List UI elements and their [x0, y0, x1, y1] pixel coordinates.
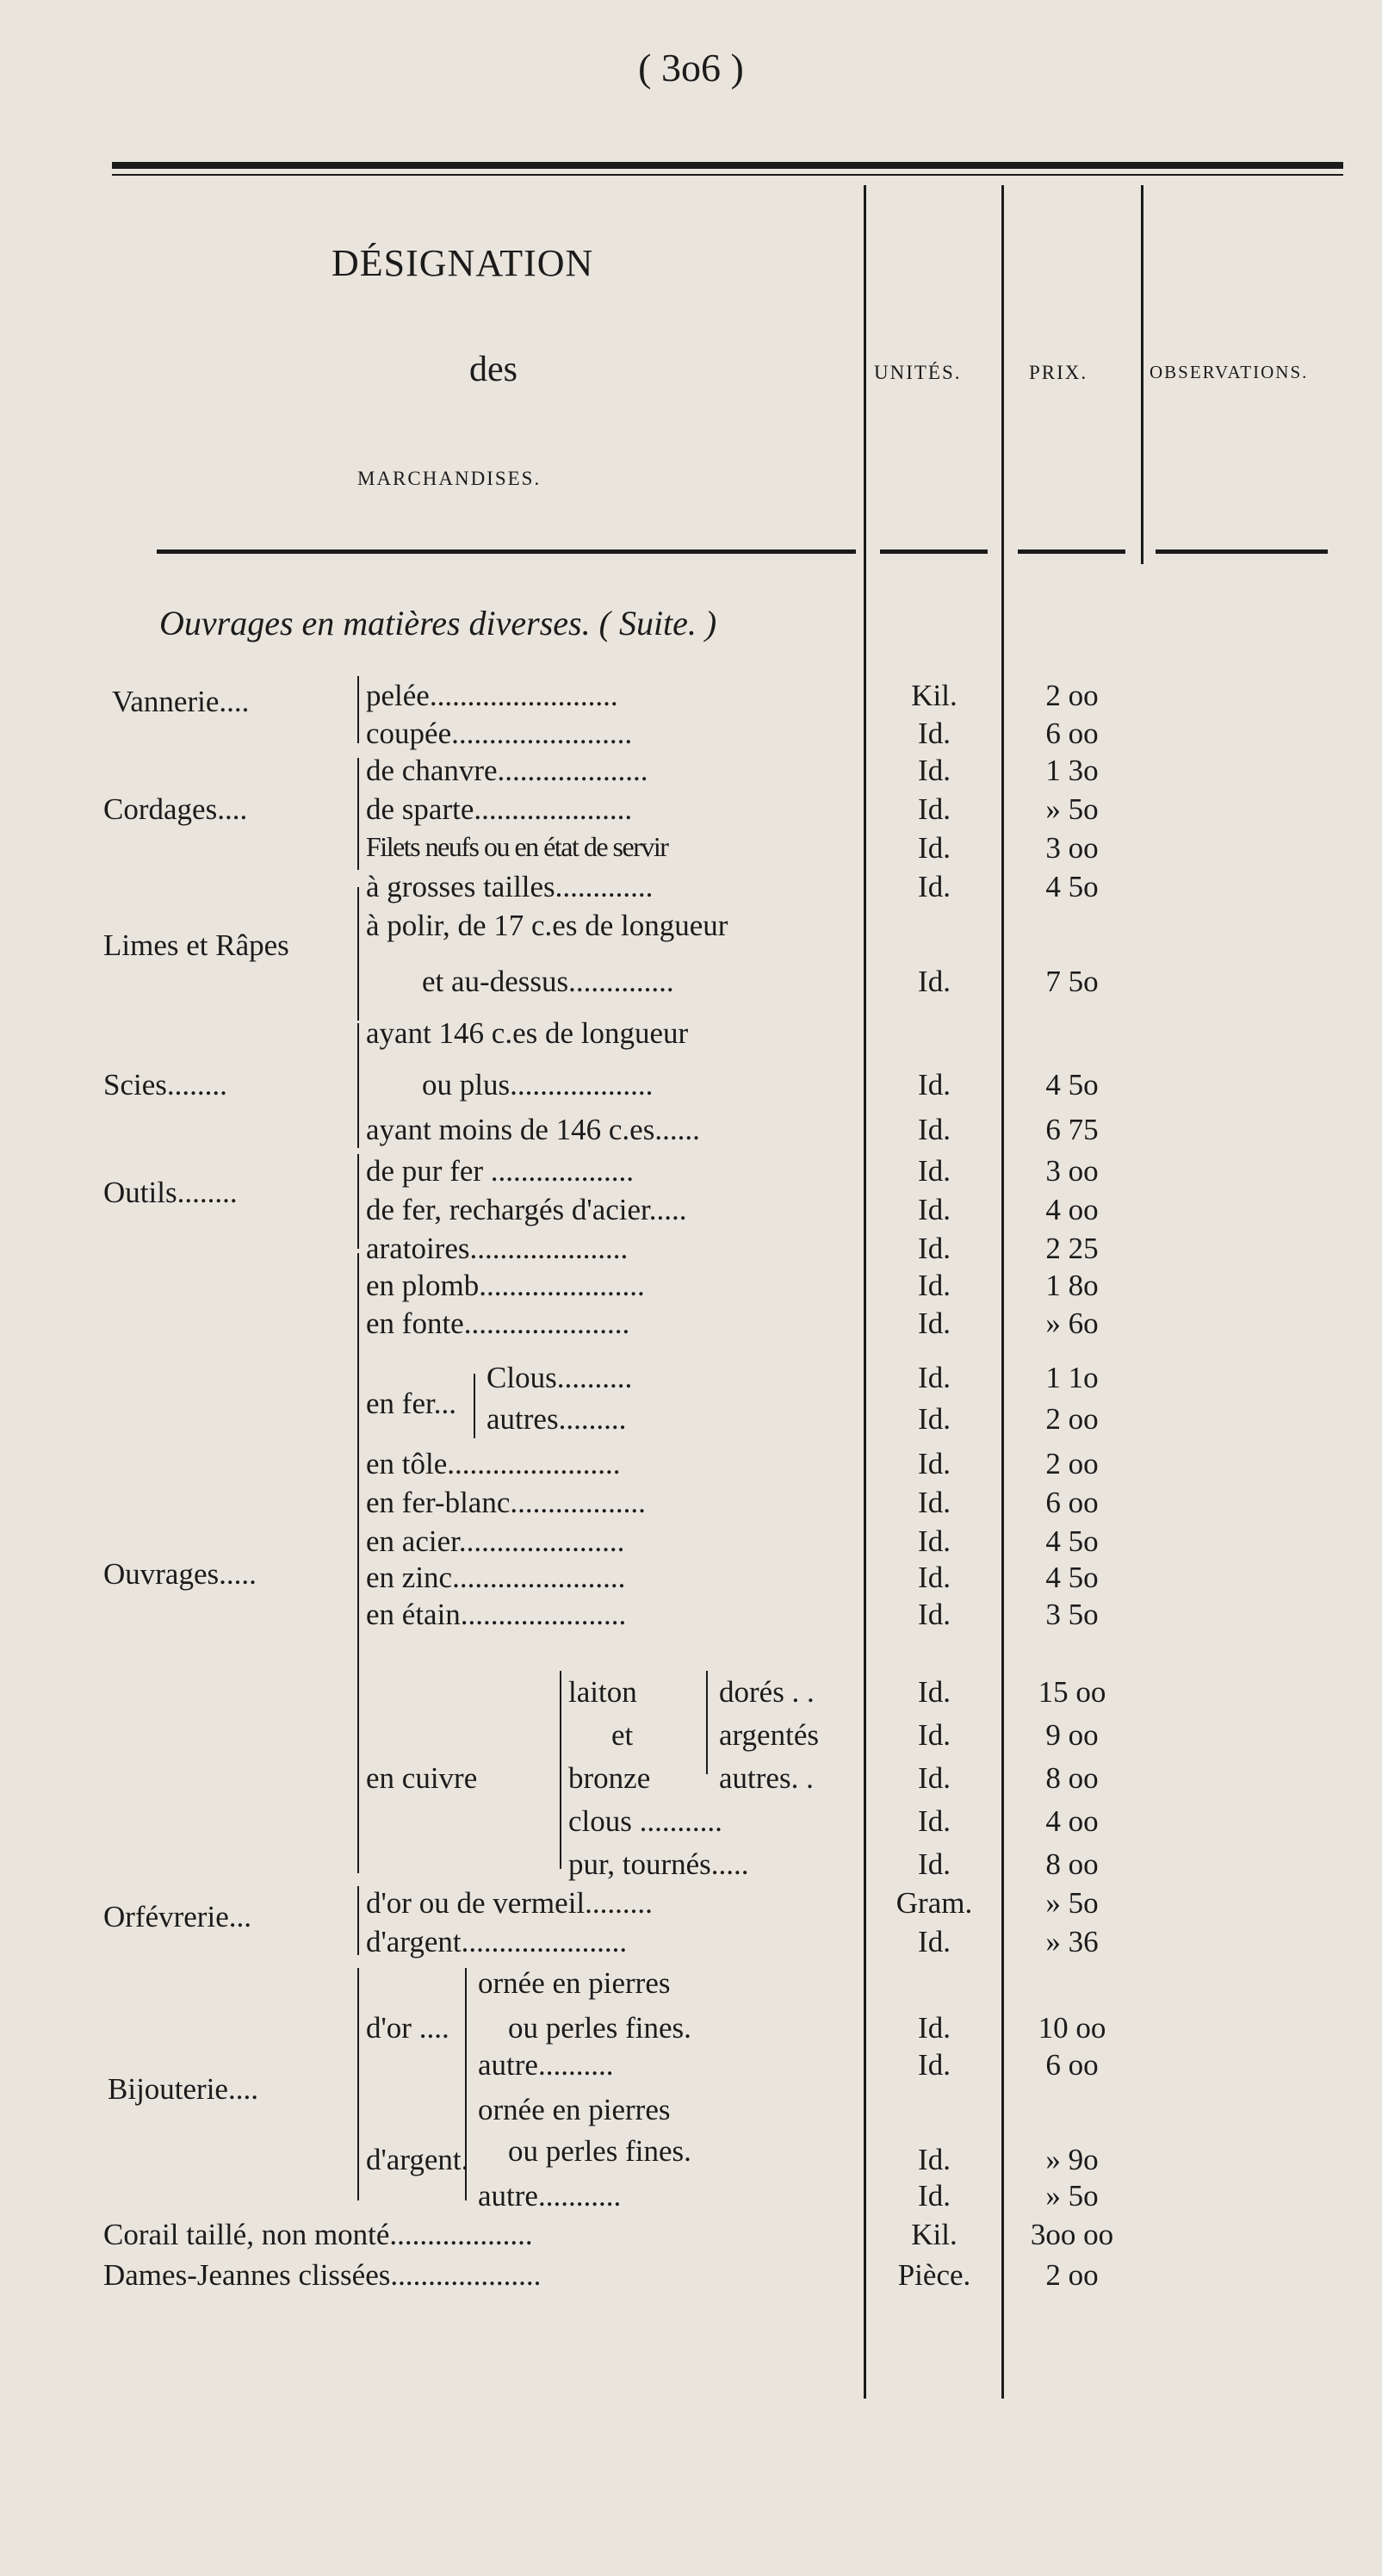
row-unit: Id. — [918, 1068, 951, 1102]
category-orfevrerie: Orfévrerie... — [103, 1900, 251, 1934]
row-label: ayant 146 c.es de longueur — [366, 1016, 689, 1050]
row-label: en acier...................... — [366, 1524, 625, 1558]
row-label: argentés — [719, 1718, 819, 1752]
subcategory-d-or: d'or .... — [366, 2011, 449, 2045]
row-label: d'or ou de vermeil......... — [366, 1886, 653, 1920]
category-outils: Outils........ — [103, 1176, 238, 1209]
row-price: 2 oo — [1045, 1447, 1099, 1480]
row-unit: Id. — [918, 1718, 951, 1752]
row-unit: Id. — [918, 1154, 951, 1188]
row-unit: Id. — [918, 792, 951, 826]
row-label: Clous.......... — [486, 1361, 633, 1394]
section-title: Ouvrages en matières diverses. ( Suite. ) — [159, 604, 717, 642]
row-label: clous ........... — [568, 1804, 722, 1838]
header-designation: DÉSIGNATION — [332, 242, 594, 284]
header-rule-observations — [1156, 549, 1328, 554]
row-unit: Kil. — [911, 679, 957, 712]
row-unit: Id. — [918, 2143, 951, 2176]
row-unit: Id. — [918, 1925, 951, 1958]
subcategory-laiton: laiton — [568, 1675, 637, 1709]
row-price: 6 75 — [1045, 1113, 1099, 1146]
row-price: 2 oo — [1045, 679, 1099, 712]
row-label: de fer, rechargés d'acier..... — [366, 1193, 687, 1226]
row-unit: Id. — [918, 870, 951, 903]
row-unit: Id. — [918, 1113, 951, 1146]
brace-outils — [357, 1154, 359, 1249]
row-unit: Gram. — [896, 1886, 973, 1920]
subcategory-bronze: bronze — [568, 1761, 651, 1795]
header-units: UNITÉS. — [874, 362, 962, 383]
row-price: 2 oo — [1045, 1402, 1099, 1436]
row-unit: Id. — [918, 1598, 951, 1631]
top-rule-thin — [112, 174, 1343, 176]
row-label: Corail taillé, non monté................... — [103, 2218, 533, 2251]
row-label: à polir, de 17 c.es de longueur — [366, 909, 728, 942]
row-price: 6 oo — [1045, 2048, 1099, 2082]
row-label: Filets neufs ou en état de servir — [366, 831, 668, 862]
row-label: et au-dessus.............. — [422, 965, 674, 998]
row-label: de chanvre.................... — [366, 754, 648, 787]
row-price: 9 oo — [1045, 1718, 1099, 1752]
row-unit: Id. — [918, 1193, 951, 1226]
row-label: en fer-blanc.................. — [366, 1486, 646, 1519]
brace-scies — [357, 1023, 359, 1148]
row-price: 10 oo — [1038, 2011, 1106, 2045]
row-label: autre........... — [478, 2179, 622, 2213]
row-label: autres. . — [719, 1761, 814, 1795]
row-price: » 6o — [1045, 1307, 1099, 1340]
row-price: » 36 — [1045, 1925, 1099, 1958]
top-rule — [112, 162, 1343, 169]
row-price: 15 oo — [1038, 1675, 1106, 1709]
row-unit: Id. — [918, 1761, 951, 1795]
row-unit: Id. — [918, 1486, 951, 1519]
row-price: 7 5o — [1045, 965, 1099, 998]
category-bijouterie: Bijouterie.... — [108, 2072, 258, 2106]
row-unit: Id. — [918, 2011, 951, 2045]
row-unit: Id. — [918, 831, 951, 865]
row-label: pelée......................... — [366, 679, 618, 712]
column-divider-prix — [1001, 185, 1004, 2399]
row-unit: Id. — [918, 2048, 951, 2082]
row-label: ou perles fines. — [508, 2134, 691, 2168]
category-limes: Limes et Râpes — [103, 928, 289, 962]
row-price: 8 oo — [1045, 1847, 1099, 1881]
row-label: ornée en pierres — [478, 1966, 671, 2000]
row-label: ayant moins de 146 c.es...... — [366, 1113, 700, 1146]
row-unit: Id. — [918, 1269, 951, 1302]
row-price: » 5o — [1045, 1886, 1099, 1920]
row-label: pur, tournés..... — [568, 1847, 749, 1881]
row-label: dorés . . — [719, 1675, 815, 1709]
category-cordages: Cordages.... — [103, 792, 248, 826]
row-price: 4 oo — [1045, 1193, 1099, 1226]
row-price: 3oo oo — [1030, 2218, 1114, 2251]
header-rule-designation — [157, 549, 856, 554]
row-price: 4 oo — [1045, 1804, 1099, 1838]
row-unit: Id. — [918, 1561, 951, 1594]
brace-ouvrages — [357, 1253, 359, 1873]
row-label: d'argent...................... — [366, 1925, 628, 1958]
row-price: 1 1o — [1045, 1361, 1099, 1394]
row-unit: Id. — [918, 1675, 951, 1709]
row-price: 3 5o — [1045, 1598, 1099, 1631]
row-label: en zinc....................... — [366, 1561, 626, 1594]
subcategory-et: et — [611, 1718, 634, 1752]
row-label: aratoires..................... — [366, 1232, 629, 1265]
row-label: autres......... — [486, 1402, 627, 1436]
row-label: en plomb...................... — [366, 1269, 645, 1302]
row-unit: Pièce. — [897, 2258, 971, 2292]
brace-vannerie — [357, 676, 359, 743]
category-ouvrages: Ouvrages..... — [103, 1557, 257, 1591]
row-label: Dames-Jeannes clissées.................... — [103, 2258, 542, 2292]
header-prix: PRIX. — [1029, 362, 1088, 383]
category-vannerie: Vannerie.... — [112, 685, 250, 718]
brace-cordages — [357, 758, 359, 870]
row-price: 6 oo — [1045, 717, 1099, 750]
row-price: 4 5o — [1045, 1068, 1099, 1102]
row-price: 4 5o — [1045, 870, 1099, 903]
header-rule-units — [880, 549, 988, 554]
row-label: de sparte..................... — [366, 792, 633, 826]
brace-bijouterie — [357, 1968, 359, 2200]
page-number: ( 3o6 ) — [638, 46, 744, 90]
row-unit: Id. — [918, 754, 951, 787]
row-unit: Id. — [918, 1402, 951, 1436]
row-unit: Id. — [918, 1307, 951, 1340]
row-price: » 5o — [1045, 2179, 1099, 2213]
row-price: 3 oo — [1045, 1154, 1099, 1188]
row-unit: Id. — [918, 1361, 951, 1394]
brace-laiton — [706, 1671, 708, 1774]
brace-orfevrerie — [357, 1886, 359, 1955]
row-price: 2 oo — [1045, 2258, 1099, 2292]
row-label: ou plus................... — [422, 1068, 654, 1102]
row-label: à grosses tailles............. — [366, 870, 654, 903]
category-scies: Scies........ — [103, 1068, 227, 1102]
header-marchandises: MARCHANDISES. — [357, 468, 542, 489]
brace-en-fer — [474, 1374, 475, 1438]
row-price: 2 25 — [1045, 1232, 1099, 1265]
row-unit: Kil. — [911, 2218, 957, 2251]
row-price: 3 oo — [1045, 831, 1099, 865]
brace-limes — [357, 887, 359, 1021]
row-label: coupée........................ — [366, 717, 633, 750]
subcategory-en-fer: en fer... — [366, 1387, 456, 1420]
row-label: autre.......... — [478, 2048, 614, 2082]
row-price: 4 5o — [1045, 1524, 1099, 1558]
row-label: en étain...................... — [366, 1598, 627, 1631]
subcategory-en-cuivre: en cuivre — [366, 1761, 478, 1795]
row-unit: Id. — [918, 1524, 951, 1558]
row-unit: Id. — [918, 965, 951, 998]
row-label: en tôle....................... — [366, 1447, 621, 1480]
row-label: ou perles fines. — [508, 2011, 691, 2045]
row-unit: Id. — [918, 1232, 951, 1265]
subcategory-d-argent: d'argent. — [366, 2143, 469, 2176]
row-unit: Id. — [918, 1447, 951, 1480]
row-label: de pur fer ................... — [366, 1154, 635, 1188]
brace-cuivre — [560, 1671, 561, 1869]
column-divider-observations — [1141, 185, 1143, 564]
row-price: » 5o — [1045, 792, 1099, 826]
header-des: des — [469, 350, 517, 389]
row-price: 1 8o — [1045, 1269, 1099, 1302]
row-label: en fonte...................... — [366, 1307, 630, 1340]
column-divider-units — [864, 185, 866, 2399]
header-observations: OBSERVATIONS. — [1150, 362, 1309, 382]
header-rule-prix — [1018, 549, 1125, 554]
brace-bij-or — [465, 1968, 467, 2084]
row-price: 4 5o — [1045, 1561, 1099, 1594]
row-unit: Id. — [918, 1847, 951, 1881]
row-price: 1 3o — [1045, 754, 1099, 787]
row-unit: Id. — [918, 717, 951, 750]
row-price: » 9o — [1045, 2143, 1099, 2176]
row-unit: Id. — [918, 2179, 951, 2213]
row-label: ornée en pierres — [478, 2093, 671, 2126]
row-unit: Id. — [918, 1804, 951, 1838]
row-price: 6 oo — [1045, 1486, 1099, 1519]
row-price: 8 oo — [1045, 1761, 1099, 1795]
